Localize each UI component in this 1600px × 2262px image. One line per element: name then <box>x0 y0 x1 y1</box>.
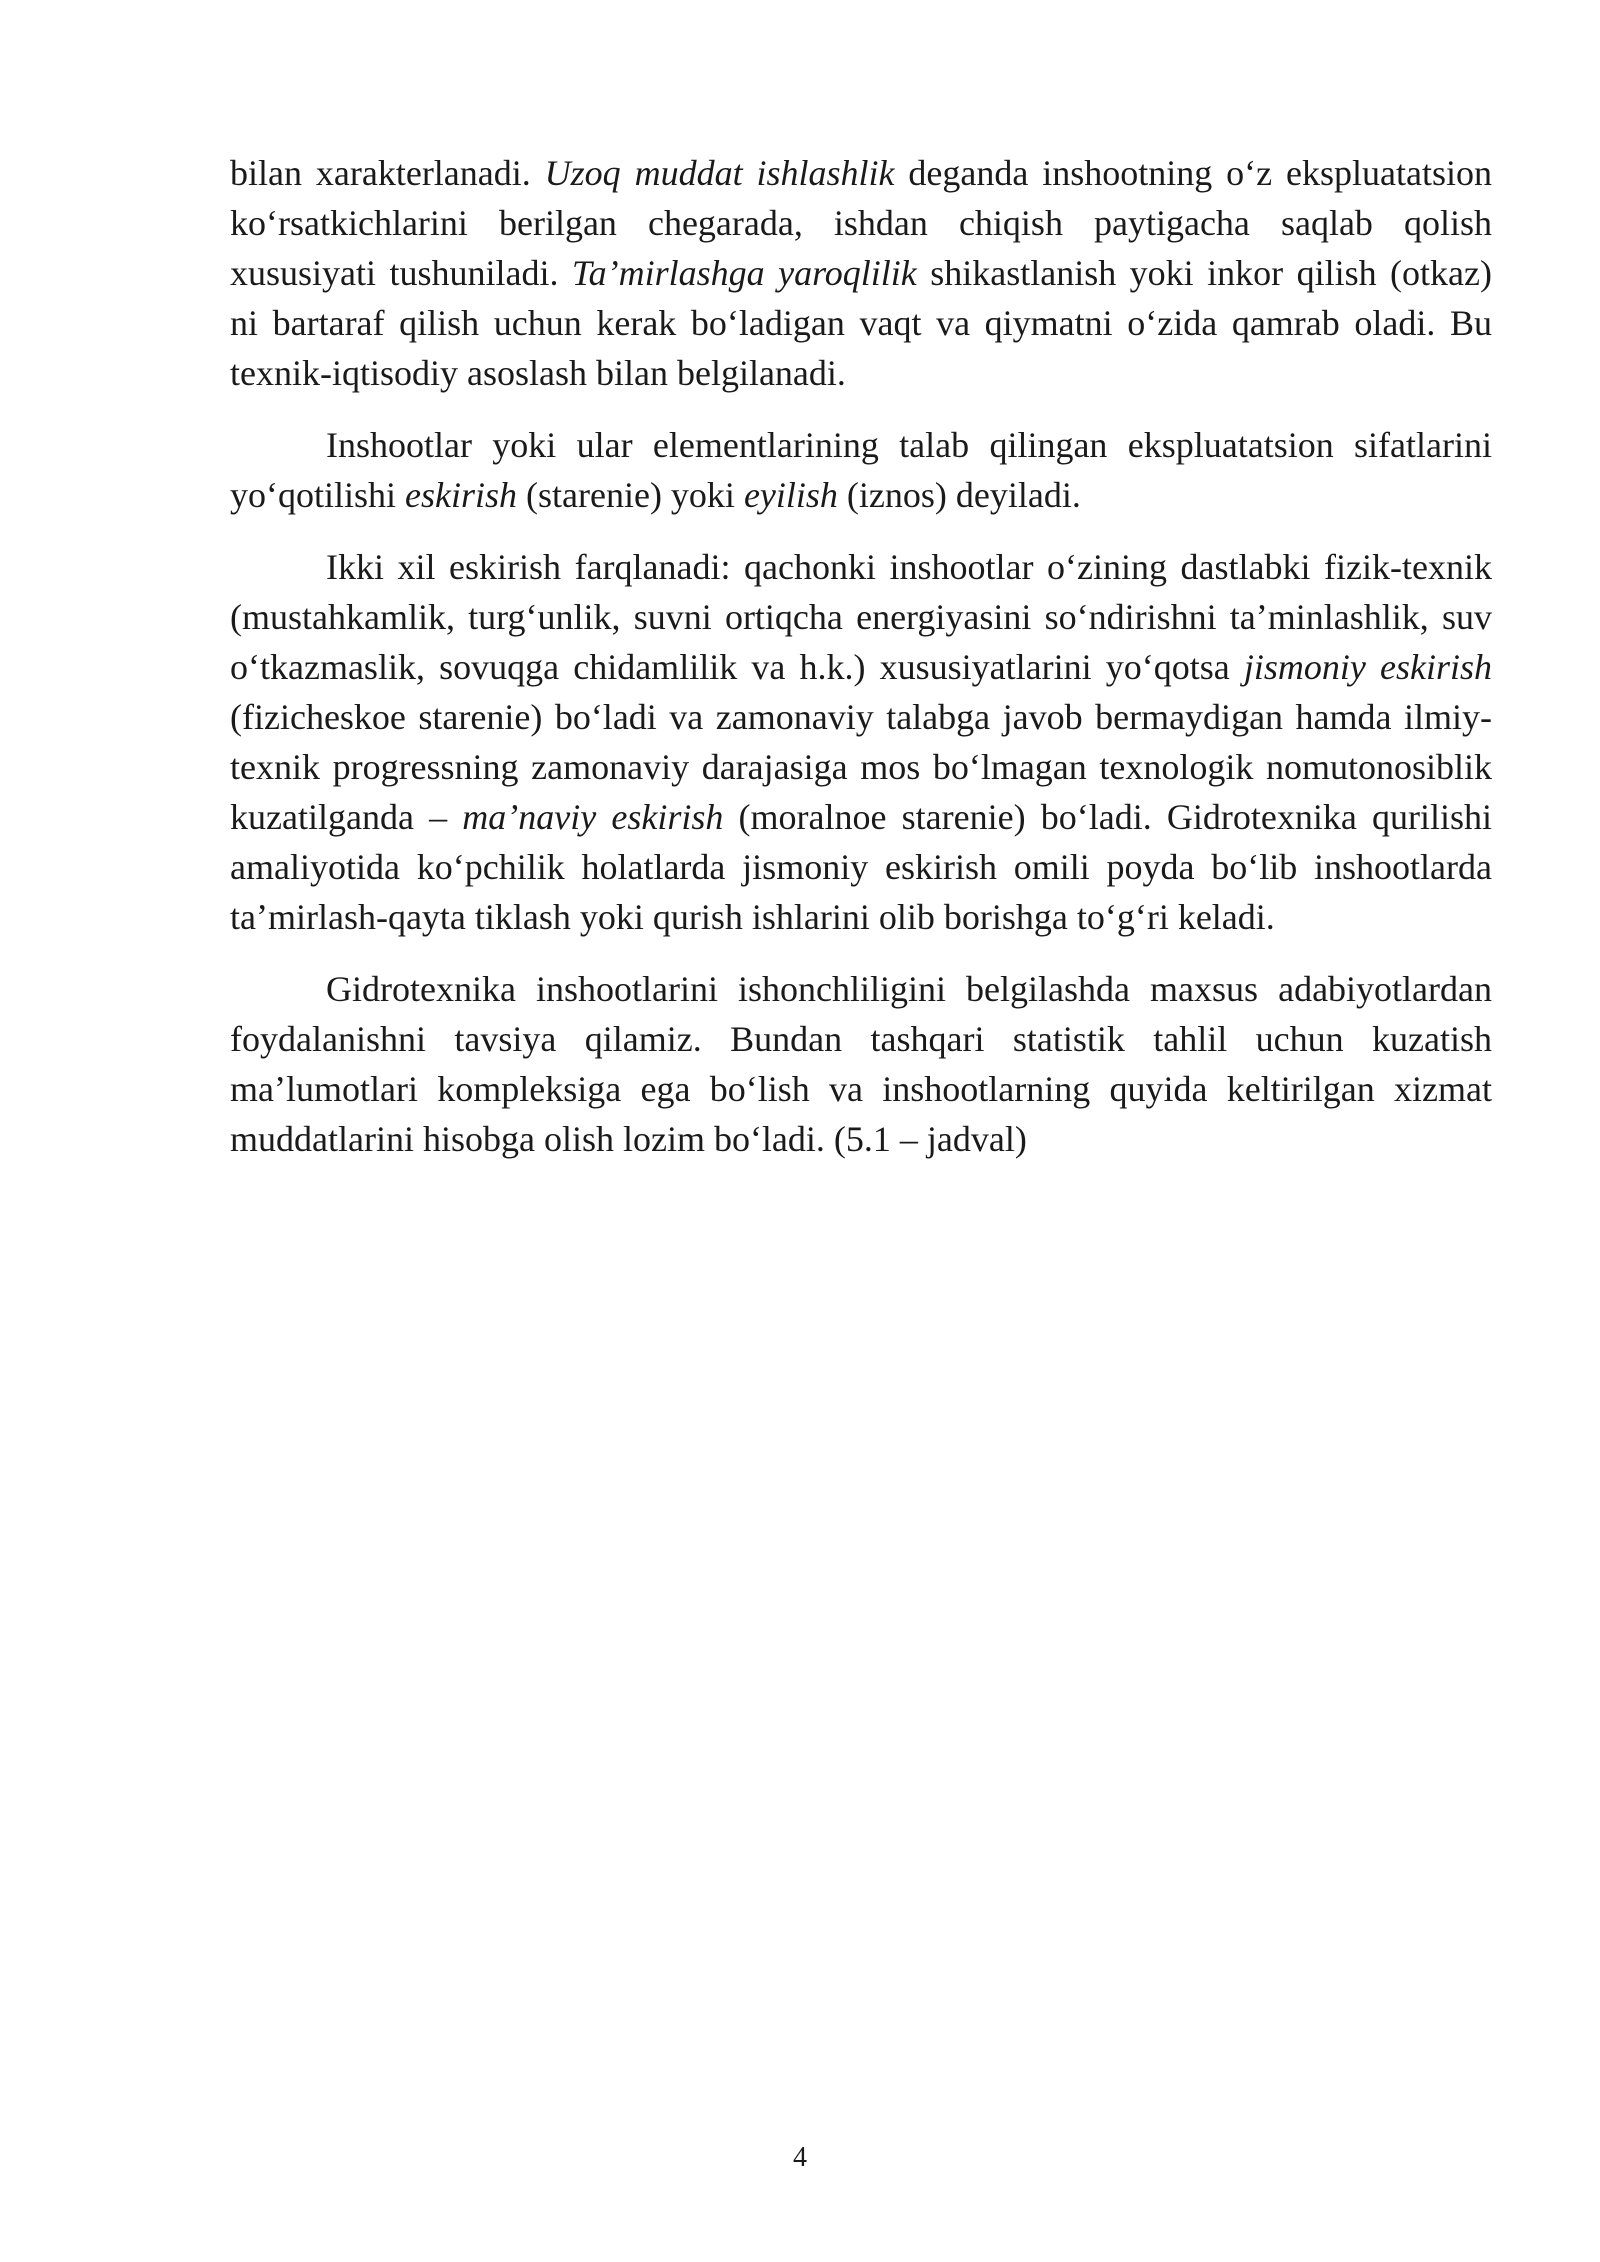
paragraph-1 <box>230 148 1492 398</box>
body-text <box>230 148 1492 1186</box>
italic-term: Taʼmirlashga yaroqlilik <box>571 253 917 293</box>
italic-term: maʼnaviy eskirish <box>462 797 724 837</box>
text-segment: Ikki xil eskirish farqlanadi: qachonki inshootlar oʻzining dastlabki fizik-texnik (mustahkamlik, turgʻunlik, suvni ortiqcha energiyasini soʻndirishni taʼminlashlik, suv oʻtkazmaslik, sovuqga chidamlilik va h.k.) xususiyatlarini yoʻqotsa <box>230 547 1492 687</box>
text-segment: (starenie) yoki <box>517 475 744 515</box>
text-segment: Inshootlar yoki ular elementlarining talab qilingan ekspluatatsion sifatlarini yoʻqotilishi <box>230 425 1492 515</box>
page-number: 4 <box>793 2142 807 2173</box>
text-segment: deganda inshootning oʻz ekspluatatsion koʻrsatkichlarini berilgan chegarada, ishdan chiqish paytigacha saqlab qolish xususiyati tushuniladi. <box>230 153 1492 293</box>
text-segment: shikastlanish yoki inkor qilish (otkaz) ni bartaraf qilish uchun kerak boʻladigan vaqt va qiymatni oʻzida qamrab oladi. Bu texnik-iqtisodiy asoslash bilan belgilanadi. <box>230 253 1492 393</box>
paragraph-2 <box>230 420 1492 520</box>
text-segment: (fizicheskoe starenie) boʻladi va zamonaviy talabga javob bermaydigan hamda ilmiy-texnik progressning zamonaviy darajasiga mos boʻlmagan texnologik nomutonosiblik kuzatilganda – <box>230 697 1492 837</box>
italic-term: eyilish <box>743 475 838 515</box>
text-segment: Gidrotexnika inshootlarini ishonchliligini belgilashda maxsus adabiyotlardan foydalanishni tavsiya qilamiz. Bundan tashqari statistik tahlil uchun kuzatish maʼlumotlari kompleksiga ega boʻlish va inshootlarning quyida keltirilgan xizmat muddatlarini hisobga olish lozim boʻladi. (5.1 – jadval) <box>230 969 1492 1159</box>
paragraph-3 <box>230 542 1492 942</box>
italic-term: Uzoq muddat ishlashlik <box>544 153 895 193</box>
italic-term: jismoniy eskirish <box>1243 647 1492 687</box>
paragraph-4 <box>230 964 1492 1164</box>
italic-term: eskirish <box>405 475 518 515</box>
text-segment: bilan xarakterlanadi. <box>230 153 545 193</box>
text-segment: (moralnoe starenie) boʻladi. Gidrotexnika qurilishi amaliyotida koʻpchilik holatlarda jismoniy eskirish omili poyda boʻlib inshootlarda taʼmirlash-qayta tiklash yoki qurish ishlarini olib borishga toʻgʻri keladi. <box>230 797 1493 937</box>
text-segment: (iznos) deyiladi. <box>837 475 1081 515</box>
